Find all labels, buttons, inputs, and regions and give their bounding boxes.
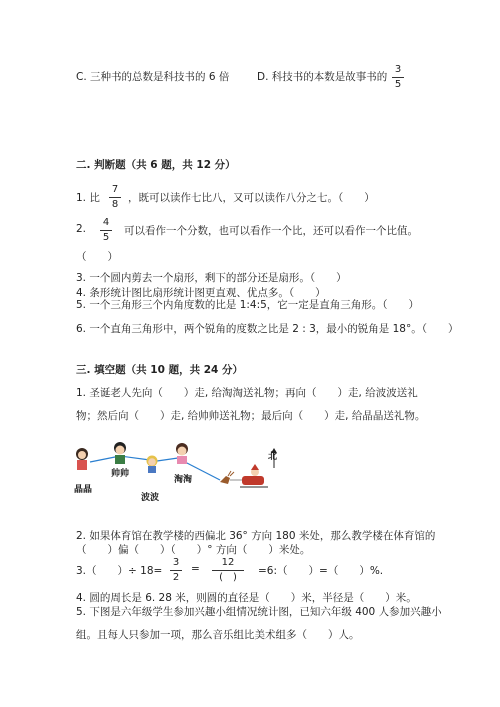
fraction-denominator: ( )	[219, 572, 237, 583]
judge-q1-prefix: 1. 比	[76, 192, 100, 204]
judge-q5: 5. 一个三角形三个内角度数的比是 1:4:5，它一定是直角三角形。（ ）	[76, 299, 420, 311]
fraction-numerator: 4	[102, 217, 110, 228]
judge-q2-text: 可以看作一个分数，也可以看作一个比，还可以看作一个比值。	[124, 225, 418, 237]
fill-q2-line1: 2. 如果体育馆在教学楼的西偏北 36° 方向 180 米处，那么教学楼在体育馆的	[76, 530, 436, 542]
judge-q2-paren: （ ）	[76, 251, 118, 263]
bobo-figure	[147, 456, 158, 474]
option-d-fraction	[392, 64, 404, 91]
fraction-denominator: 8	[111, 199, 119, 210]
label-jingjing: 晶晶	[74, 485, 93, 495]
label-shuaishuai: 帅帅	[111, 469, 130, 479]
fill-q5-line2: 组。且每人只参加一项，那么音乐组比美术组多（ ）人。	[76, 629, 360, 641]
section-3-title: 三. 填空题（共 10 题，共 24 分）	[76, 364, 243, 376]
fraction-bar	[392, 77, 404, 78]
jingjing-figure	[76, 448, 88, 470]
label-north: 北	[268, 452, 278, 462]
fill-q3-equals: =	[191, 563, 200, 575]
option-c: C. 三种书的总数是科技书的 6 倍	[76, 71, 230, 83]
section-2-title: 二. 判断题（共 6 题，共 12 分）	[76, 159, 236, 171]
fill-q1-line2: 物；然后向（ ）走, 给帅帅送礼物；最后向（ ）走, 给晶晶送礼物。	[76, 410, 426, 422]
fill-q4: 4. 圆的周长是 6. 28 米，则圆的直径是（ ）米，半径是（ ）米。	[76, 592, 417, 604]
fill-q3-fraction-1	[170, 557, 182, 584]
fill-q2-line2: （ ）偏（ ）（ ）° 方向（ ）米处。	[76, 544, 311, 556]
fraction-numerator: 7	[111, 184, 119, 195]
option-d: D. 科技书的本数是故事书的	[257, 71, 388, 83]
judge-q2-prefix: 2.	[76, 223, 87, 235]
judge-q6: 6. 一个直角三角形中，两个锐角的度数之比是 2 : 3，最小的锐角是 18°。（ ）	[76, 323, 459, 335]
label-taotao: 淘淘	[174, 475, 193, 485]
label-bobo: 波波	[141, 493, 160, 503]
fill-q5-line1: 5. 下图是六年级学生参加兴趣小组情况统计图，已知六年级 400 人参加兴趣小	[76, 606, 442, 618]
fill-q3-fraction-2	[212, 557, 244, 584]
santa-sled-figure	[220, 464, 268, 487]
shuaishuai-figure	[114, 442, 126, 464]
judge-q1-fraction	[109, 184, 121, 211]
judge-q1-text: ，既可以读作七比八，又可以读作八分之七。（ ）	[128, 192, 375, 204]
fill-q3-suffix: =6:（ ）=（ ）%.	[258, 565, 384, 577]
judge-q4: 4. 条形统计图比扇形统计图更直观、优点多。（ ）	[76, 287, 326, 299]
judge-q2-fraction	[100, 217, 112, 244]
judge-q3: 3. 一个圆内剪去一个扇形，剩下的部分还是扇形。（ ）	[76, 272, 347, 284]
fraction-bar	[109, 197, 121, 198]
fraction-numerator: 3	[172, 557, 180, 568]
santa-route-illustration	[70, 440, 290, 502]
fraction-numerator: 3	[394, 64, 402, 75]
fill-q3-prefix: 3.（ ）÷ 18=	[76, 565, 163, 577]
fraction-numerator: 12	[221, 557, 235, 568]
fraction-bar	[170, 570, 182, 571]
taotao-figure	[176, 443, 188, 464]
fraction-bar	[100, 230, 112, 231]
fraction-bar	[212, 570, 244, 571]
fraction-denominator: 5	[102, 232, 110, 243]
fill-q1-line1: 1. 圣诞老人先向（ ）走, 给淘淘送礼物；再向（ ）走, 给波波送礼	[76, 387, 418, 399]
fraction-denominator: 5	[394, 79, 402, 90]
fraction-denominator: 2	[172, 572, 180, 583]
